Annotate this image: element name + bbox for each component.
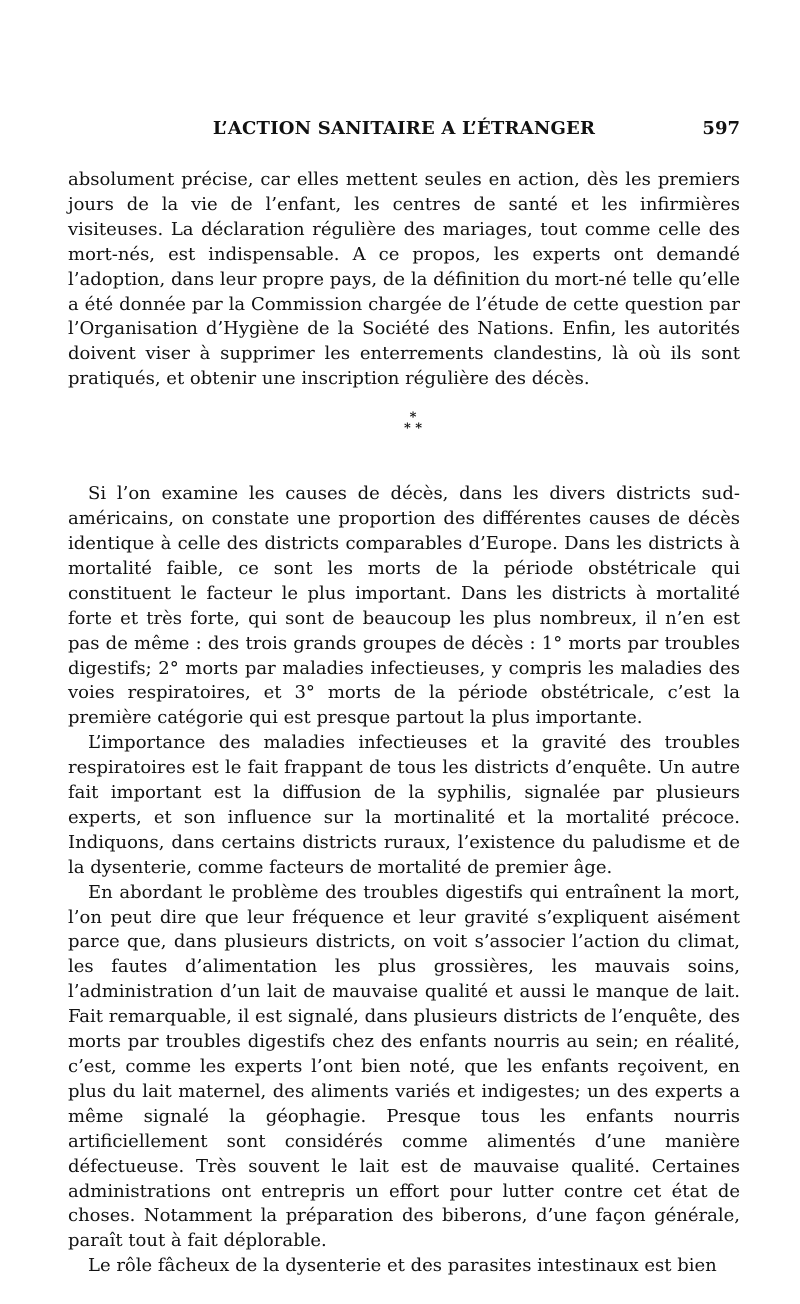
paragraph-infectious-diseases: L’importance des maladies infectieuses et la gravité des troubles respiratoires est le fait frappant de tous les districts d’enquête. Un autre fait important est la diffusion de la syphilis, signalée par plusieurs experts, et son influence sur la mortinalité et la mortalité précoce. Indiquons, dans certains districts ruraux, l’existence du paludisme et de la dysenterie, comme facteurs de mortalité de premier âge. xyxy=(68,732,740,878)
asterism-bottom: * * xyxy=(403,421,423,437)
running-title: L’ACTION SANITAIRE A L’ÉTRANGER xyxy=(212,118,596,139)
paragraph-dysentery: Le rôle fâcheux de la dysenterie et des parasites intestinaux est bien xyxy=(88,1255,717,1277)
asterism-top: * xyxy=(409,410,417,426)
paragraph-continuation: absolument précise, car elles mettent seules en action, dès les premiers jours de la vie de l’enfant, les centres de santé et les infirmières visiteuses. La déclaration régulière des mariages, tout comme celle des mort-nés, est indispensable. A ce propos, les experts ont demandé l’adoption, dans leur propre pays, de la définition du mort-né telle qu’elle a été donnée par la Commission chargée de l’étude de cette question par l’Organisation d’Hygiène de la Société des Nations. Enfin, les autorités doivent viser à supprimer les enterrements clandestins, là où ils sont pratiqués, et obtenir une inscription régulière des décès. xyxy=(68,169,740,390)
paragraph-causes-of-death: Si l’on examine les causes de décès, dans les divers districts sud-américains, on constate une proportion des différentes causes de décès identique à celle des districts comparables d’Europe. Dans les districts à mortalité faible, ce sont les morts de la période obstétricale qui constituent le facteur le plus important. Dans les districts à mortalité forte et très forte, qui sont de beaucoup les plus nombreux, il n’en est pas de même : des trois grands groupes de décès : 1° morts par troubles digestifs; 2° morts par maladies infectieuses, y compris les maladies des voies respiratoires, et 3° morts de la période obstétricale, c’est la première catégorie qui est presque partout la plus importante. xyxy=(68,483,740,729)
page-number: 597 xyxy=(702,118,740,139)
section-separator xyxy=(68,392,740,482)
asterism xyxy=(398,410,428,437)
paragraph-digestive-troubles: En abordant le problème des troubles digestifs qui entraînent la mort, l’on peut dire que leur fréquence et leur gravité s’expliquent aisément parce que, dans plusieurs districts, on voit s’associer l’action du climat, les fautes d’alimentation les plus grossières, les mauvais soins, l’administration d’un lait de mauvaise qualité et aussi le manque de lait. Fait remarquable, il est signalé, dans plusieurs districts de l’enquête, des morts par troubles digestifs chez des enfants nourris au sein; en réalité, c’est, comme les experts l’ont bien noté, que les enfants reçoivent, en plus du lait maternel, des aliments variés et indigestes; un des experts a même signalé la géophagie. Presque tous les enfants nourris artificiellement sont considérés comme alimentés d’une manière défectueuse. Très souvent le lait est de mauvaise qualité. Certaines administrations ont entrepris un effort pour lutter contre cet état de choses. Notamment la préparation des biberons, d’une façon générale, paraît tout à fait déplorable. xyxy=(68,881,740,1252)
page-header xyxy=(68,118,740,144)
page-body xyxy=(68,168,740,1279)
